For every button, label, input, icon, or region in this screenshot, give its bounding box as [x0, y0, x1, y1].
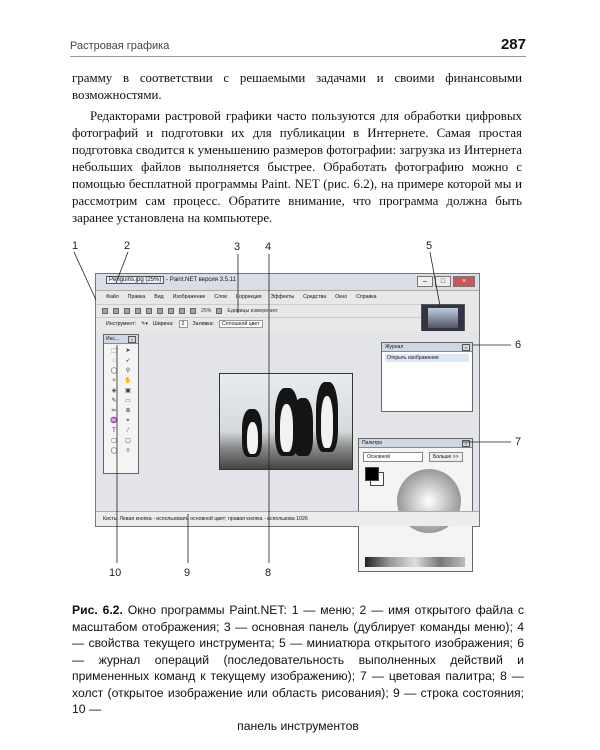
callout-2: 2: [124, 240, 131, 252]
menu-adjustments[interactable]: Коррекция: [236, 294, 262, 300]
rectangle-icon[interactable]: ▢: [111, 438, 117, 444]
color-strip[interactable]: [365, 557, 465, 567]
magic-wand-icon[interactable]: ✧: [111, 378, 117, 384]
body-text: [72, 70, 522, 227]
redo-icon[interactable]: [190, 308, 196, 314]
units-label: Единицы измерения:: [227, 308, 279, 314]
lasso-icon[interactable]: ◌: [112, 358, 116, 364]
callout-10: 10: [109, 567, 122, 579]
width-field[interactable]: 2: [179, 320, 188, 328]
palette-title: Палитра: [362, 440, 382, 446]
recolor-icon[interactable]: ♒: [110, 418, 118, 424]
text-icon[interactable]: T: [112, 428, 116, 434]
title-bar: [96, 274, 479, 291]
pencil-icon[interactable]: ✏: [111, 408, 117, 414]
bucket-icon[interactable]: ◈: [111, 388, 117, 394]
menu-effects[interactable]: Эффекты: [270, 294, 295, 300]
undo-icon[interactable]: [179, 308, 185, 314]
window-controls: [417, 276, 475, 287]
app-title: - Paint.NET версия 3.5.11: [166, 277, 236, 283]
paintnet-screenshot: [95, 273, 480, 527]
open-file-name: Penguins.jpg (25%): [106, 276, 164, 284]
close-icon[interactable]: ×: [462, 344, 470, 351]
save-icon[interactable]: [124, 308, 130, 314]
paste-icon[interactable]: [168, 308, 174, 314]
status-text: Кисть: Левая кнопка - использовать основной цвет; правая кнопка - использова: [103, 516, 295, 522]
tool-label: Инструмент:: [106, 321, 137, 327]
cut-icon[interactable]: [146, 308, 152, 314]
penguin-shape: [293, 398, 313, 456]
page-number: 287: [500, 36, 526, 53]
callout-7: 7: [515, 436, 522, 448]
brush-icon[interactable]: ✎▾: [141, 321, 149, 327]
paragraph-2: Редакторами растровой графики часто пользуются для обработки цифровых фотографий и подготовки их для публикации в Интернете. Самая простая подготовка сводится к уменьшению размеров фотографии: загрузка из Интернета небольших файлов выполняется быстрее. Обработать фотографию можно с помощью бесплатной программы Paint. NET (рис. 6.2), на примере которой мы и рассмотрим сам процесс. Обратите внимание, что программа должна быть заранее установлена на компьютере.: [72, 109, 522, 225]
menu-window[interactable]: Окно: [335, 294, 348, 300]
figure-caption: [72, 602, 524, 734]
tool-properties-bar: [96, 317, 431, 330]
width-label: Ширина:: [153, 321, 174, 327]
menu-view[interactable]: Вид: [154, 294, 164, 300]
tools-title: Инс...: [106, 336, 120, 342]
callout-5: 5: [426, 240, 433, 252]
zoom-icon[interactable]: ⚲: [125, 368, 131, 374]
eraser-icon[interactable]: ▭: [125, 398, 131, 404]
tools-grid: [104, 344, 138, 459]
caption-label: Рис. 6.2.: [72, 603, 123, 617]
move-icon[interactable]: ➤: [125, 348, 131, 354]
callout-4: 4: [265, 241, 272, 253]
menu-bar: [96, 291, 431, 303]
brush-tool-icon[interactable]: ✎: [111, 398, 117, 404]
move-selection-icon[interactable]: ➶: [125, 358, 131, 364]
open-icon[interactable]: [113, 308, 119, 314]
gradient-icon[interactable]: ▣: [125, 388, 131, 394]
line-icon[interactable]: ⁄: [127, 428, 129, 434]
picker-icon[interactable]: ⌖: [126, 418, 130, 424]
tools-panel: [103, 334, 139, 474]
status-bar: [96, 511, 479, 526]
penguin-shape: [247, 422, 258, 454]
callout-3: 3: [234, 241, 241, 253]
history-panel: [381, 342, 473, 412]
rounded-rect-icon[interactable]: ▢: [125, 438, 131, 444]
image-thumbnail[interactable]: [421, 304, 465, 332]
penguin-shape: [321, 396, 333, 448]
section-title: Растровая графика: [70, 40, 170, 52]
status-size: 1026: [296, 516, 308, 522]
fill-select[interactable]: Сплошной цвет: [219, 320, 263, 328]
callout-9: 9: [184, 567, 191, 579]
callout-1: 1: [72, 240, 79, 252]
callout-8: 8: [265, 567, 272, 579]
close-icon[interactable]: ×: [128, 336, 136, 343]
freeform-icon[interactable]: ◊: [126, 448, 130, 454]
pan-icon[interactable]: ✋: [124, 378, 132, 384]
menu-edit[interactable]: Правка: [127, 294, 146, 300]
palette-mode-select[interactable]: Основной: [363, 452, 423, 462]
ellipse-icon[interactable]: ◯: [110, 448, 118, 454]
close-icon[interactable]: ×: [453, 276, 475, 287]
new-icon[interactable]: [102, 308, 108, 314]
primary-color-swatch[interactable]: [365, 467, 379, 481]
maximize-icon[interactable]: □: [435, 276, 451, 287]
main-toolbar: [96, 304, 427, 317]
copy-icon[interactable]: [157, 308, 163, 314]
zoom-value[interactable]: 25%: [201, 308, 212, 314]
ellipse-select-icon[interactable]: ◯: [110, 368, 118, 374]
menu-tools[interactable]: Средства: [303, 294, 327, 300]
caption-text: Окно программы Paint.NET: 1 — меню; 2 — имя открытого файла с масштабом отображения; 3 — основная панель (дублирует команды меню); 4 — свойства текущего инструмента; 5 — миниатюра открытого изображения; 6 — журнал операций (последовательность выполненных действий и примененных команд к текущему изображению); 7 — цветовая палитра; 8 — холст (открытое изображение или область рисования); 9 — строка состояния; 10 —: [72, 603, 525, 716]
thumbnail-image: [428, 308, 458, 328]
palette-panel: [358, 438, 473, 572]
menu-image[interactable]: Изображение: [172, 294, 206, 300]
palette-more-button[interactable]: Больше >>: [429, 452, 463, 462]
workspace: [96, 331, 479, 512]
menu-file[interactable]: Файл: [106, 294, 119, 300]
canvas[interactable]: [219, 373, 353, 470]
menu-layers[interactable]: Слои: [214, 294, 227, 300]
print-icon[interactable]: [135, 308, 141, 314]
penguin-shape: [280, 404, 293, 452]
paragraph-1: грамму в соответствии с решаемыми задачами и своими финансовыми возможностями.: [72, 71, 522, 102]
running-header: [70, 36, 526, 57]
history-title: Журнал: [385, 344, 404, 350]
fill-label: Заливка:: [192, 321, 214, 327]
callout-6: 6: [515, 339, 522, 351]
caption-last-line: панель инструментов: [237, 718, 359, 733]
minimize-icon[interactable]: –: [417, 276, 433, 287]
history-item[interactable]: Открыть изображение: [385, 354, 469, 362]
grid-icon[interactable]: [216, 308, 222, 314]
menu-help[interactable]: Справка: [356, 294, 377, 300]
clone-icon[interactable]: ⊕: [125, 408, 131, 414]
close-icon[interactable]: ×: [462, 440, 470, 447]
rect-select-icon[interactable]: ⬚: [111, 348, 117, 354]
